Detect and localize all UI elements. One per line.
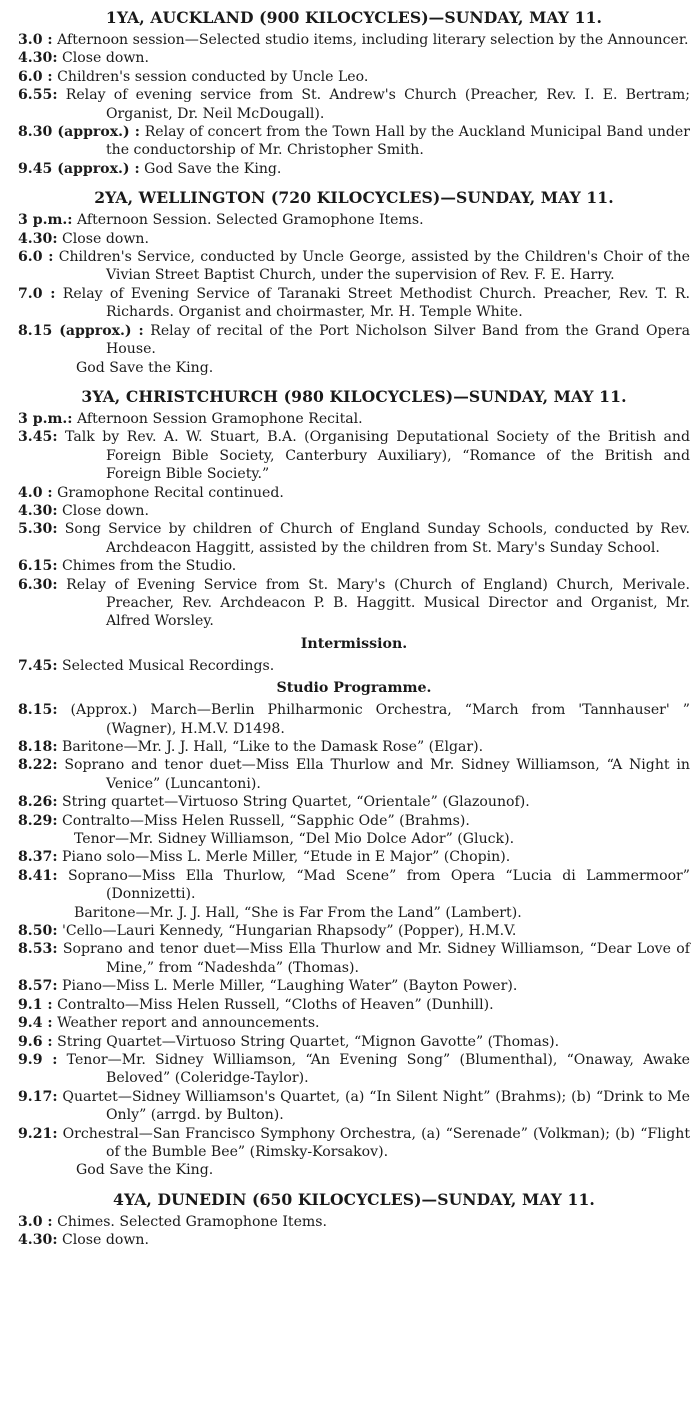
entry-text: Close down. bbox=[62, 1232, 149, 1249]
entry-time: 6.0 : bbox=[18, 68, 53, 85]
programme-entry bbox=[18, 410, 690, 428]
entry-text: Close down. bbox=[62, 502, 149, 519]
entry-time: 8.41: bbox=[18, 867, 58, 884]
entry-text: Selected Musical Recordings. bbox=[62, 657, 275, 674]
entry-text: Gramophone Recital continued. bbox=[57, 484, 284, 501]
entry-text: Chimes from the Studio. bbox=[62, 558, 237, 575]
programme-entry bbox=[18, 1051, 690, 1088]
entry-time: 9.21: bbox=[18, 1125, 58, 1142]
programme-entry bbox=[18, 1213, 690, 1231]
entry-text: Baritone—Mr. J. J. Hall, “Like to the Damask Rose” (Elgar). bbox=[62, 739, 484, 755]
entry-text: Afternoon Session. Selected Gramophone Items. bbox=[76, 212, 424, 229]
programme-entry bbox=[18, 86, 690, 123]
programme-entry bbox=[18, 1014, 690, 1032]
entry-time: 9.1 : bbox=[18, 996, 53, 1013]
programme-entry bbox=[18, 49, 690, 67]
entry-time: 8.50: bbox=[18, 923, 58, 940]
entry-time: 8.15 (approx.) : bbox=[18, 322, 144, 339]
entry-time: 8.15: bbox=[18, 702, 58, 719]
entry-text: Contralto—Miss Helen Russell, “Sapphic Ode” (Brahms). bbox=[62, 812, 470, 829]
entry-text: Piano solo—Miss L. Merle Miller, “Etude in E Major” (Chopin). bbox=[62, 849, 511, 866]
entry-text: 'Cello—Lauri Kennedy, “Hungarian Rhapsody” (Popper), H.M.V. bbox=[62, 923, 517, 940]
entry-time: 8.57: bbox=[18, 978, 58, 995]
programme-entry bbox=[18, 793, 690, 811]
programme-entry bbox=[18, 830, 690, 848]
entry-text: Relay of Evening Service of Taranaki Street Methodist Church. Preacher, Rev. T. R. Richards. Organist and choirmaster, Mr. H. Temple White. bbox=[62, 285, 690, 321]
programme-entry bbox=[18, 31, 690, 49]
section-1ya bbox=[18, 8, 690, 178]
entry-time: 6.55: bbox=[18, 87, 58, 104]
entry-text: Chimes. Selected Gramophone Items. bbox=[57, 1213, 328, 1230]
entry-time: 8.29: bbox=[18, 812, 58, 829]
entry-text: Orchestral—San Francisco Symphony Orchestra, (a) “Serenade” (Volkman); (b) “Flight of the Bumble Bee” (Rimsky-Korsakov). bbox=[62, 1125, 690, 1160]
entry-time: 8.18: bbox=[18, 739, 58, 755]
entry-text: String Quartet—Virtuoso String Quartet, “Mignon Gavotte” (Thomas). bbox=[57, 1033, 560, 1050]
entry-text: Afternoon Session Gramophone Recital. bbox=[76, 410, 363, 427]
programme-entry bbox=[18, 977, 690, 995]
programme-entry bbox=[18, 520, 690, 557]
entry-time: 8.53: bbox=[18, 941, 58, 958]
section-2ya bbox=[18, 188, 690, 377]
entry-text: Quartet—Sidney Williamson's Quartet, (a) “In Silent Night” (Brahms); (b) “Drink to Me Only” (arrgd. by Bulton). bbox=[62, 1088, 690, 1124]
section-3ya bbox=[18, 387, 690, 1180]
entry-text: Relay of concert from the Town Hall by the Auckland Municipal Band under the conductorship of Mr. Christopher Smith. bbox=[106, 124, 691, 159]
programme-entry bbox=[18, 557, 690, 575]
entry-time: 8.22: bbox=[18, 757, 58, 774]
entry-time: 3.45: bbox=[18, 429, 58, 446]
programme-entry bbox=[18, 576, 690, 631]
entry-time: 3.0 : bbox=[18, 32, 53, 48]
entry-time: 6.15: bbox=[18, 558, 58, 575]
entry-text: Children's Service, conducted by Uncle George, assisted by the Children's Choir of the Vivian Street Baptist Church, under the supervision of Rev. F. E. Harry. bbox=[58, 249, 690, 284]
entry-text: Children's session conducted by Uncle Leo. bbox=[57, 68, 369, 85]
entry-time: 8.30 (approx.) : bbox=[18, 124, 141, 141]
entry-time: 9.6 : bbox=[18, 1033, 53, 1050]
entry-text: Relay of Evening Service from St. Mary's (Church of England) Church, Merivale. Preacher, Rev. Archdeacon P. B. Haggitt. Musical Director and Organist, Mr. Alfred Worsley. bbox=[66, 576, 690, 630]
entry-text: God Save the King. bbox=[76, 359, 214, 376]
intermission-heading: Intermission. bbox=[300, 635, 408, 652]
entry-text: Close down. bbox=[62, 50, 149, 67]
studio-programme-heading: Studio Programme. bbox=[276, 680, 432, 697]
entry-text: String quartet—Virtuoso String Quartet, “Orientale” (Glazounof). bbox=[62, 794, 530, 811]
entry-time: 9.17: bbox=[18, 1088, 58, 1105]
entry-time: 9.9 : bbox=[18, 1051, 58, 1068]
programme-entry bbox=[18, 1161, 690, 1179]
entry-time: 6.30: bbox=[18, 576, 58, 593]
section-heading: 1YA, AUCKLAND (900 KILOCYCLES)—SUNDAY, MAY 11. bbox=[105, 8, 603, 27]
entry-text: (Approx.) March—Berlin Philharmonic Orchestra, “March from 'Tannhauser' ” (Wagner), H.M.V. D1498. bbox=[70, 702, 690, 737]
entry-time: 3 p.m.: bbox=[18, 212, 73, 229]
entry-text: Soprano—Miss Ella Thurlow, “Mad Scene” from Opera “Lucia di Lammermoor” (Donnizetti). bbox=[67, 867, 690, 903]
section-4ya bbox=[18, 1190, 690, 1250]
entry-time: 4.30: bbox=[18, 1232, 58, 1249]
entry-time: 9.45 (approx.) : bbox=[18, 160, 140, 177]
programme-entry bbox=[18, 160, 690, 178]
programme-entry bbox=[18, 285, 690, 322]
entry-time: 4.30: bbox=[18, 50, 58, 67]
programme-entry bbox=[18, 848, 690, 866]
entry-text: Soprano and tenor duet—Miss Ella Thurlow and Mr. Sidney Williamson, “Dear Love of Mine,” from “Nadeshda” (Thomas). bbox=[62, 941, 690, 976]
entry-text: Talk by Rev. A. W. Stuart, B.A. (Organising Deputational Society of the British and Foreign Bible Society, Canterbury Auxiliary), “Romance of the British and Foreign Bible Society.” bbox=[65, 429, 690, 483]
programme-entry bbox=[18, 68, 690, 86]
programme-entry bbox=[18, 248, 690, 285]
programme-entry bbox=[18, 867, 690, 904]
entry-time: 9.4 : bbox=[18, 1015, 53, 1032]
entry-text: God Save the King. bbox=[76, 1162, 214, 1179]
programme-entry bbox=[18, 211, 690, 229]
programme-entry bbox=[18, 484, 690, 502]
programme-entry bbox=[18, 1231, 690, 1249]
programme-entry bbox=[18, 1033, 690, 1051]
entry-text: Tenor—Mr. Sidney Williamson, “An Evening Song” (Blumenthal), “Onaway, Awake Beloved” (Coleridge-Taylor). bbox=[66, 1051, 691, 1087]
programme-entry bbox=[18, 230, 690, 248]
entry-time: 7.45: bbox=[18, 657, 58, 674]
entry-time: 5.30: bbox=[18, 521, 58, 538]
programme-entry bbox=[18, 756, 690, 793]
programme-entry bbox=[18, 322, 690, 359]
entry-time: 8.37: bbox=[18, 849, 58, 866]
entry-time: 3 p.m.: bbox=[18, 410, 73, 427]
programme-entry bbox=[18, 359, 690, 377]
programme-entry bbox=[18, 738, 690, 756]
programme-entry bbox=[18, 922, 690, 940]
entry-text: Song Service by children of Church of England Sunday Schools, conducted by Rev. Archdeacon Haggitt, assisted by the children from St. Mary's Sunday School. bbox=[64, 521, 690, 556]
programme-entry bbox=[18, 812, 690, 830]
entry-text: Relay of recital of the Port Nicholson Silver Band from the Grand Opera House. bbox=[106, 322, 691, 358]
programme-entry bbox=[18, 502, 690, 520]
entry-text: Close down. bbox=[62, 230, 149, 247]
entry-time: 4.30: bbox=[18, 230, 58, 247]
entry-text: God Save the King. bbox=[144, 160, 282, 177]
programme-entry bbox=[18, 904, 690, 922]
entry-text: Relay of evening service from St. Andrew's Church (Preacher, Rev. I. E. Bertram; Organist, Dr. Neil McDougall). bbox=[65, 87, 691, 122]
entry-text: Contralto—Miss Helen Russell, “Cloths of Heaven” (Dunhill). bbox=[57, 996, 494, 1013]
programme-entry bbox=[18, 996, 690, 1014]
programme-entry bbox=[18, 428, 690, 483]
entry-time: 3.0 : bbox=[18, 1213, 53, 1230]
entry-text: Soprano and tenor duet—Miss Ella Thurlow and Mr. Sidney Williamson, “A Night in Venice” (Luncantoni). bbox=[64, 757, 690, 792]
entry-time: 4.0 : bbox=[18, 484, 53, 501]
section-heading: 3YA, CHRISTCHURCH (980 KILOCYCLES)—SUNDAY, MAY 11. bbox=[81, 386, 627, 406]
entry-text: Piano—Miss L. Merle Miller, “Laughing Water” (Bayton Power). bbox=[62, 978, 518, 995]
entry-time: 7.0 : bbox=[18, 285, 56, 302]
programme-entry bbox=[18, 701, 690, 738]
programme-entry bbox=[18, 1088, 690, 1125]
programme-entry bbox=[18, 1125, 690, 1162]
entry-text: Weather report and announcements. bbox=[57, 1015, 320, 1032]
programme-entry bbox=[18, 123, 690, 160]
entry-time: 4.30: bbox=[18, 502, 58, 519]
section-heading: 4YA, DUNEDIN (650 KILOCYCLES)—SUNDAY, MAY 11. bbox=[113, 1189, 595, 1209]
entry-text: Baritone—Mr. J. J. Hall, “She is Far From the Land” (Lambert). bbox=[74, 904, 522, 921]
programme-entry bbox=[18, 940, 690, 977]
section-heading: 2YA, WELLINGTON (720 KILOCYCLES)—SUNDAY, MAY 11. bbox=[94, 188, 614, 208]
entry-time: 8.26: bbox=[18, 794, 58, 811]
entry-text: Afternoon session—Selected studio items, including literary selection by the Announcer. bbox=[57, 32, 689, 48]
programme-entry bbox=[18, 657, 690, 675]
entry-time: 6.0 : bbox=[18, 249, 54, 266]
entry-text: Tenor—Mr. Sidney Williamson, “Del Mio Dolce Ador” (Gluck). bbox=[74, 831, 515, 848]
